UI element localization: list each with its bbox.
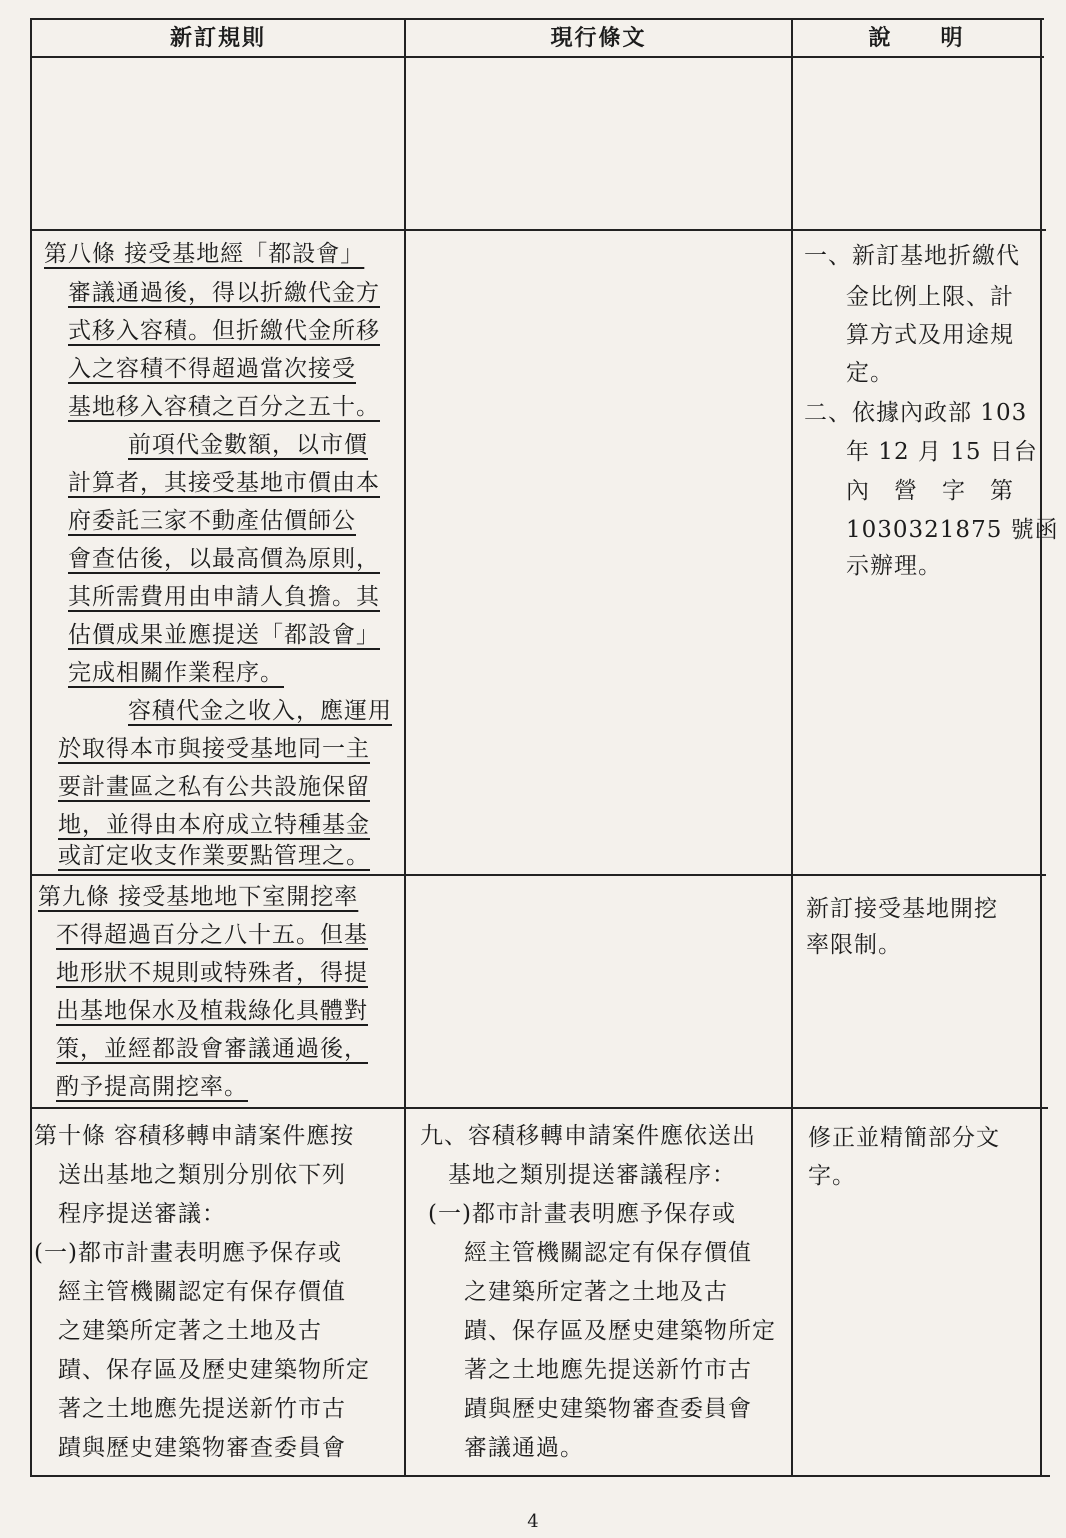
text-line: 率限制。 [806, 932, 902, 958]
text-line: 經主管機關認定有保存價值 [464, 1240, 752, 1266]
text-line: 基地移入容積之百分之五十。 [68, 394, 380, 420]
text-line: 前項代金數額，以市價 [128, 432, 368, 458]
text-line: 算方式及用途規 [846, 322, 1014, 348]
text-line: 要計畫區之私有公共設施保留 [58, 774, 370, 800]
text-line: (一)都市計畫表明應予保存或 [428, 1201, 736, 1227]
text-line: 或訂定收支作業要點管理之。 [58, 843, 370, 869]
text-line: 金比例上限、計 [846, 284, 1014, 310]
column-divider [791, 18, 793, 1477]
text-line: 酌予提高開挖率。 [56, 1074, 248, 1100]
text-line: 著之土地應先提送新竹市古 [464, 1357, 752, 1383]
text-line: 之建築所定著之土地及古 [464, 1279, 728, 1305]
text-line: 式移入容積。但折繳代金所移 [68, 318, 380, 344]
text-line: 基地之類別提送審議程序： [448, 1162, 736, 1188]
text-line: 出基地保水及植栽綠化具體對 [56, 998, 368, 1024]
text-line: 第八條 接受基地經「都設會」 [44, 241, 365, 267]
text-line: 著之土地應先提送新竹市古 [58, 1396, 346, 1422]
text-line: 蹟與歷史建築物審查委員會 [58, 1435, 346, 1461]
text-line: 新訂接受基地開挖 [806, 896, 998, 922]
text-line: 審議通過。 [464, 1435, 584, 1461]
text-line: 會查估後，以最高價為原則， [68, 546, 380, 572]
text-line: 程序提送審議： [58, 1201, 226, 1227]
text-line: 蹟、保存區及歷史建築物所定 [58, 1357, 370, 1383]
text-line: 1030321875 號函 [846, 517, 1059, 543]
page-number: 4 [527, 1511, 539, 1532]
text-line: 審議通過後，得以折繳代金方 [68, 280, 380, 306]
text-line: 容積代金之收入，應運用 [128, 698, 392, 724]
text-line: 字。 [808, 1163, 856, 1189]
text-line: 地，並得由本府成立特種基金 [58, 812, 370, 838]
table-right-border [1040, 18, 1042, 1477]
text-line: 於取得本市與接受基地同一主 [58, 736, 370, 762]
row-divider [30, 1107, 1048, 1109]
text-line: (一)都市計畫表明應予保存或 [34, 1240, 342, 1266]
text-line: 府委託三家不動產估價師公 [68, 508, 356, 534]
text-line: 一、新訂基地折繳代 [804, 243, 1020, 269]
text-line: 蹟與歷史建築物審查委員會 [464, 1396, 752, 1422]
text-line: 送出基地之類別分別依下列 [58, 1162, 346, 1188]
text-line: 第十條 容積移轉申請案件應按 [34, 1123, 355, 1149]
text-line: 年 12 月 15 日台 [846, 439, 1038, 465]
text-line: 完成相關作業程序。 [68, 660, 284, 686]
column-header-notes: 說 明 [868, 25, 965, 51]
text-line: 修正並精簡部分文 [808, 1125, 1000, 1151]
text-line: 不得超過百分之八十五。但基 [56, 922, 368, 948]
column-divider [404, 18, 406, 1477]
text-line: 估價成果並應提送「都設會」 [68, 622, 380, 648]
column-header-current: 現行條文 [550, 25, 647, 51]
text-line: 蹟、保存區及歷史建築物所定 [464, 1318, 776, 1344]
text-line: 入之容積不得超過當次接受 [68, 356, 356, 382]
text-line: 經主管機關認定有保存價值 [58, 1279, 346, 1305]
text-line: 九、容積移轉申請案件應依送出 [420, 1123, 756, 1149]
column-header-new: 新訂規則 [169, 25, 266, 51]
table-left-border [30, 18, 32, 1477]
text-line: 策，並經都設會審議通過後， [56, 1036, 368, 1062]
text-line: 示辦理。 [846, 553, 942, 579]
text-line: 其所需費用由申請人負擔。其 [68, 584, 380, 610]
table-bottom-border [30, 1475, 1050, 1477]
text-line: 之建築所定著之土地及古 [58, 1318, 322, 1344]
text-line: 定。 [846, 360, 894, 386]
text-line: 第九條 接受基地地下室開挖率 [38, 884, 359, 910]
text-line: 計算者，其接受基地市價由本 [68, 470, 380, 496]
row-divider [30, 229, 1046, 231]
text-line: 二、依據內政部 103 [804, 400, 1028, 426]
text-line: 內 營 字 第 [846, 478, 1014, 504]
header-bottom-border [30, 56, 1044, 58]
text-line: 地形狀不規則或特殊者，得提 [56, 960, 368, 986]
